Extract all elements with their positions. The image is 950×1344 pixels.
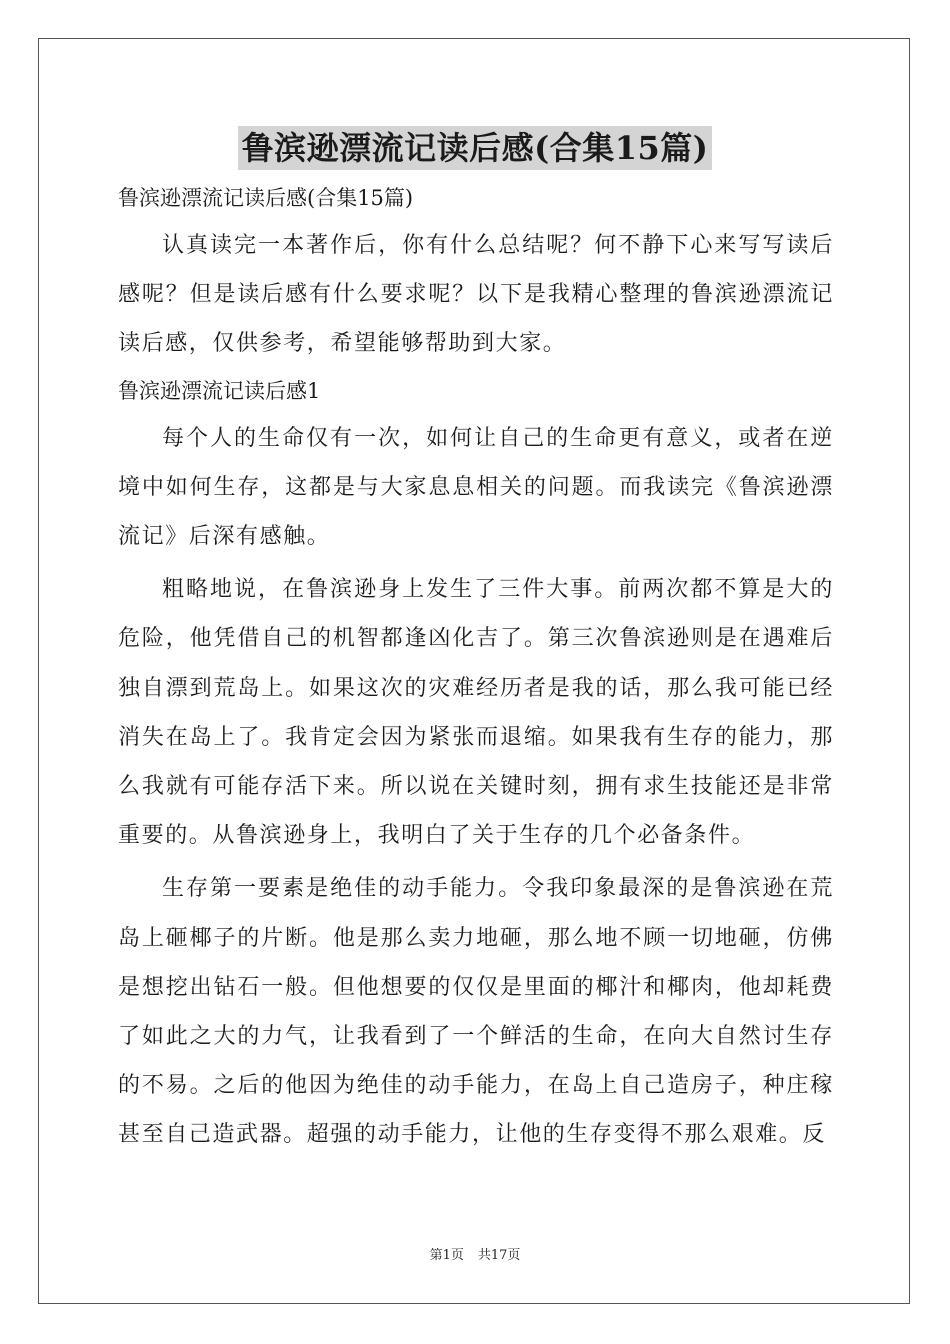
body-paragraph: 粗略地说，在鲁滨逊身上发生了三件大事。前两次都不算是大的危险，他凭借自己的机智都逢凶化吉了。第三次鲁滨逊则是在遇难后独自漂到荒岛上。如果这次的灾难经历者是我的话，那么我可能已经消失在岛上了。我肯定会因为紧张而退缩。如果我有生存的能力，那么我就有可能存活下来。所以说在关键时刻，拥有求生技能还是非常重要的。从鲁滨逊身上，我明白了关于生存的几个必备条件。 (118, 577, 834, 849)
page-number: 第1页 (429, 1248, 464, 1263)
section-heading: 鲁滨逊漂流记读后感1 (118, 378, 321, 403)
intro-paragraph: 认真读完一本著作后，你有什么总结呢？何不静下心来写写读后感呢？但是读后感有什么要求呢？以下是我精心整理的鲁滨逊漂流记读后感，仅供参考，希望能够帮助到大家。 (118, 233, 834, 357)
title-container (0, 126, 950, 170)
page-total: 共17页 (477, 1248, 521, 1263)
page-footer (0, 1247, 950, 1265)
document-title: 鲁滨逊漂流记读后感(合集15篇) (238, 126, 713, 170)
body-paragraph: 每个人的生命仅有一次，如何让自己的生命更有意义，或者在逆境中如何生存，这都是与大家息息相关的问题。而我读完《鲁滨逊漂流记》后深有感触。 (118, 425, 834, 550)
document-subtitle: 鲁滨逊漂流记读后感(合集15篇) (118, 186, 414, 210)
document-body (118, 180, 834, 1164)
body-paragraph: 生存第一要素是绝佳的动手能力。令我印象最深的是鲁滨逊在荒岛上砸椰子的片断。他是那么卖力地砸，那么地不顾一切地砸，仿佛是想挖出钻石一般。但他想要的仅仅是里面的椰汁和椰肉，他却耗费了如此之大的力气，让我看到了一个鲜活的生命，在向大自然讨生存的不易。之后的他因为绝佳的动手能力，在岛上自己造房子，种庄稼甚至自己造武器。超强的动手能力，让他的生存变得不那么艰难。反 (118, 876, 834, 1148)
